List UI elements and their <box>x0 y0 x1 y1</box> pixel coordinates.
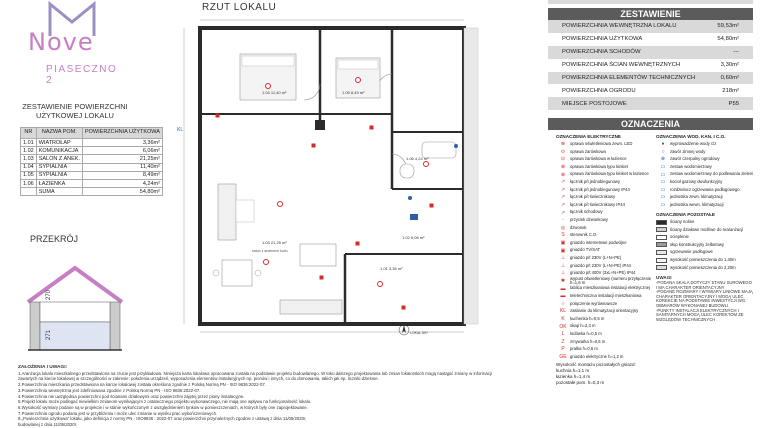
summary-row: POWIERZCHNIA SCHODÓW --- <box>548 46 753 59</box>
legend-text: zmywarka h=0,5 m <box>570 338 606 344</box>
legend-text: oprawa żarówkowa w łazience <box>570 156 627 162</box>
legend-item <box>656 163 754 171</box>
row-nr: 1.05 <box>21 171 37 179</box>
note-line: 8.„Powierzchnia użytkowa” lokalu, jako definicja z normy PN - ISO9836 : 2022-07 oraz powierzchni przynależnych zgodnie z ustawą z dnia 11/05/2020r. <box>18 416 307 422</box>
legend-other-list <box>656 218 754 271</box>
legend-text: ogrzewanie podłogowe <box>670 249 713 255</box>
legend-item <box>556 201 654 209</box>
note-line: 7.Powierzchnia ogrodu podana jest w przybliżeniu i może ulec zmianie w wyniku prac wykończeniowych. <box>18 410 218 416</box>
row-area: 6,06m² <box>82 147 162 155</box>
table-sum-row <box>21 188 163 196</box>
table-row <box>21 163 163 171</box>
legend-text: łącznik p/t świecznikowy IP44 <box>570 201 625 207</box>
table-row <box>21 139 163 147</box>
legend-symbol-icon: ⊙ <box>560 148 566 155</box>
row-nr: 1.01 <box>21 139 37 147</box>
legend-symbol-icon: ▬ <box>560 285 566 292</box>
legend-symbol-icon: Z <box>561 338 565 345</box>
summary-row: POWIERZCHNIA OGRODU 218m² <box>562 87 739 94</box>
legend-symbol-icon: ▭ <box>660 202 666 209</box>
summary-title: ZESTAWIENIE <box>548 8 753 20</box>
legend-item <box>556 338 654 346</box>
legend-item <box>556 353 654 361</box>
legend-title: OZNACZENIA <box>548 118 753 130</box>
legend-symbol-icon: ▭ <box>660 179 666 186</box>
legend-text: ocieplenie <box>670 234 689 240</box>
legend-symbol-icon: ↗ <box>560 194 566 201</box>
summary-row: POWIERZCHNIA ŚCIAN WEWNĘTRZNYCH 3,30m² <box>562 62 739 69</box>
legend-symbol-icon: KL <box>559 308 567 315</box>
summary-row: POWIERZCHNIA WEWNĘTRZNA LOKALU 59,53m² <box>548 20 753 33</box>
legend-symbol-icon: ⊗ <box>560 141 566 148</box>
table-row <box>21 155 163 163</box>
legend-item <box>556 209 654 217</box>
legend-symbol-icon: ⊥ <box>560 270 566 277</box>
legend-item <box>556 171 654 179</box>
legend-item <box>656 249 754 257</box>
legend-text: zawór zimnej wody <box>670 148 706 154</box>
notes-block <box>18 365 550 428</box>
row-area: 8,49m² <box>82 171 162 179</box>
legend-text: oprawa oświetleniowa zewn. LED <box>570 141 633 147</box>
legend-electrical <box>556 134 654 386</box>
area-table <box>20 127 163 196</box>
legend-text: łącznik schodowy <box>570 209 603 215</box>
row-name: KOMUNIKACJA <box>36 147 82 155</box>
room-label-104: 1.04 11,40 m² <box>262 90 287 95</box>
legend-item <box>556 308 654 316</box>
summary-row: MIEJSCE POSTOJOWE P55 <box>548 97 753 110</box>
legend-item <box>656 241 754 249</box>
legend-other-title: OZNACZENIA POZOSTAŁE <box>656 211 715 217</box>
room-label-101: 1.01 3,36 m² <box>380 266 403 271</box>
legend-text: ściany nośne <box>670 218 695 224</box>
legend-item <box>556 262 654 270</box>
cross-section-drawing <box>20 250 130 356</box>
legend-text: gniazdo elektryczne h=1,2 m <box>570 353 624 359</box>
north-label: LOKAL 50+ <box>410 331 429 335</box>
remarks-title: UWAGI <box>656 274 672 280</box>
row-nr: 1.02 <box>21 147 37 155</box>
room-label-103: 1.03 21,25 m² <box>262 240 287 245</box>
legend-symbol-icon: ⊗ <box>560 171 566 178</box>
legend-symbol-icon: ⊗ <box>660 156 666 163</box>
legend-item <box>556 163 654 171</box>
legend-elec-list <box>556 141 654 361</box>
legend-swatch <box>656 265 667 270</box>
note-line: 2.Powierzchnia mieszkania przedstawiona na karcie lokalowej została określona zgodnie z Polską Normą PN - ISO 9836:2022-07. <box>18 382 266 388</box>
legend-item <box>656 264 754 272</box>
row-name: SYPIALNIA <box>36 163 82 171</box>
header-name: NAZWA POM. <box>36 128 82 139</box>
remarks-block <box>656 276 754 323</box>
legend-text: tablica mieszkaniowa instalacji elektrycznej <box>570 285 651 291</box>
legend-swatch <box>656 220 667 225</box>
legend-elec-footer: Wysokość montażu pozostałych gniazd: kuchnia h=1,1 m łazienka h=1,4 m pozostałe pom. h=0,3 m <box>556 361 636 385</box>
cross-h1: 270 <box>46 289 52 300</box>
legend-symbol-icon: ○ <box>661 148 665 155</box>
legend-text: zawór czerpalny ogrodowy <box>670 156 720 162</box>
header-area: POWIERZCHNIA UŻYTKOWA <box>82 128 162 139</box>
legend-swatch <box>656 242 667 247</box>
legend-text: zestaw wodomierzowy do podlewania zieleni <box>670 171 754 177</box>
note-line: 3.Powierzchnia wewnętrzna jest zdefiniowana zgodnie z Polską Normą PN - ISO 9836:2022-07. <box>18 387 201 393</box>
legend-item <box>656 256 754 264</box>
legend-item <box>656 186 754 194</box>
legend-symbol-icon: P <box>561 346 565 353</box>
legend-item <box>556 277 654 285</box>
legend-water-list <box>656 141 754 209</box>
legend-text: gniazdo p/t 230V (L+N+PE) IP44 <box>570 262 631 268</box>
legend-item <box>556 323 654 331</box>
row-area: 4,24m² <box>82 179 162 187</box>
legend-symbol-icon: ✱ <box>560 277 566 284</box>
room-desc-103: salon z aneksem kuch. <box>252 249 289 253</box>
legend-text: zasilanie do klimatyzacji orientacyjny <box>570 308 639 314</box>
cross-section-title: PRZEKRÓJ <box>30 234 79 244</box>
header-nr: NR <box>21 128 37 139</box>
note-line: 6.Wysokość wymiary podane są w projekcie i w stanie wykończonym z uwzględnieniem tynków w pomieszczeniach, w których były one zaprojektowane. <box>18 404 308 410</box>
legend-symbol-icon: L <box>561 331 565 338</box>
kl-marker: KL <box>177 127 184 133</box>
room-label-102: 1.02 6,06 m² <box>402 235 425 240</box>
legend-text: wypust oświetleniowy (numeru przyłączenie h=1,6 m <box>570 275 652 285</box>
row-name: WIATROŁAP <box>36 139 82 147</box>
legend-symbol-icon: ▭ <box>660 164 666 171</box>
legend-item <box>556 292 654 300</box>
legend-text: wyprowadzenie wody c/z <box>670 141 717 147</box>
legend-text: ściany działowe możliwe do rearanżacji <box>670 226 744 232</box>
legend-text: jednostka zewn. klimatyzacji <box>670 194 723 200</box>
legend-item <box>556 224 654 232</box>
row-name: SYPIALNIA <box>36 171 82 179</box>
legend-water-title: OZNACZENIA WOD. KAN. I C.O. <box>656 134 726 139</box>
logo-sub: PIASECZNO 2 <box>46 64 118 86</box>
room-label-105: 1.05 8,49 m² <box>342 90 365 95</box>
table-row <box>21 179 163 187</box>
row-area: 11,40m² <box>82 163 162 171</box>
legend-item <box>556 300 654 308</box>
legend-item <box>656 218 754 226</box>
legend-text: gniazdo internetowe podwójne <box>570 239 627 245</box>
row-name: SALON Z ANEK. <box>36 155 82 163</box>
legend-item <box>556 285 654 293</box>
legend-text: dzwonek <box>570 224 587 230</box>
room-label-106: 1.06 4,24 m² <box>406 156 429 161</box>
legend-item <box>656 201 754 209</box>
legend-text: połączenie wyrównawcze <box>570 300 618 306</box>
brand-logo <box>20 2 120 86</box>
legend-symbol-icon: ▣ <box>560 240 566 247</box>
legend-item <box>656 148 754 156</box>
legend-text: słup konstrukcyjny żelbetowy <box>670 241 724 247</box>
sum-value: 54,80m² <box>82 188 162 196</box>
legend-text: kocioł gazowy dwufunkcyjny <box>670 179 723 185</box>
legend-text: gniazdo p/t 230V (L+N+PE) <box>570 255 622 260</box>
row-name: ŁAZIENKA <box>36 179 82 187</box>
legend-text: kuchenka h=0,5 m <box>570 315 605 321</box>
logo-word: Nove <box>28 28 94 56</box>
note-line: budowlanej z dnia 11/05/2020r. <box>18 422 78 428</box>
legend-symbol-icon: ▭ <box>660 186 666 193</box>
legend-text: pralka h=0,6 m <box>570 346 598 352</box>
legend-text: łącznik p/t jednobiegunowy IP44 <box>570 186 630 192</box>
legend-symbol-icon: ⊥ <box>560 262 566 269</box>
legend-symbol-icon: ▬ <box>560 293 566 300</box>
plan-title: RZUT LOKALU <box>202 2 277 13</box>
legend-elec-title: OZNACZENIA ELEKTRYCZNE <box>556 134 621 139</box>
legend-item <box>556 186 654 194</box>
legend-symbol-icon: ▭ <box>660 194 666 201</box>
area-table-title: ZESTAWIENIE POWIERZCHNI UŻYTKOWEJ LOKALU <box>22 102 128 120</box>
legend-symbol-icon: K <box>561 315 565 322</box>
legend-text: jednostka wewn. klimatyzacji <box>670 201 724 207</box>
legend-text: wysokość pomieszczenia do 2,20m <box>670 264 736 270</box>
legend-text: lodówka h=0,5 m <box>570 330 602 336</box>
legend-item <box>556 330 654 338</box>
legend-item <box>656 226 754 234</box>
legend-item <box>656 141 754 149</box>
legend-text: przycisk dzwonkowy <box>570 217 608 223</box>
remark-line: -PODANA SKALA DOTYCZY STANU SUROWEGO I MA CHARAKTER ORIENTACYJNY <box>656 280 752 290</box>
legend-item <box>556 232 654 240</box>
legend-symbol-icon: GE <box>559 353 567 360</box>
legend-swatch <box>656 227 667 232</box>
legend-other <box>656 134 754 322</box>
row-nr: 1.06 <box>21 179 37 187</box>
legend-text: łącznik p/t świecznikowy <box>570 194 616 200</box>
legend-item <box>556 315 654 323</box>
area-table-header <box>21 128 163 139</box>
legend-item <box>556 346 654 354</box>
legend-text: gniazdo p/t 400V (3xL+N+PE) IP44 <box>570 270 636 276</box>
legend-text: zestaw wodomierzowy <box>670 163 712 169</box>
legend-swatch <box>656 235 667 240</box>
legend-item <box>556 254 654 262</box>
legend-symbol-icon: ○ <box>561 300 565 307</box>
north-arrow-icon <box>399 325 409 335</box>
table-row <box>21 171 163 179</box>
row-area: 21,25m² <box>82 155 162 163</box>
legend-item <box>656 234 754 242</box>
legend-symbol-icon: ◎ <box>560 224 566 231</box>
note-line: 5.Projekt lokalu może podlegać niewielkim zmianom wynikającym z ostatecznego projektu wykonawczego, nie mają one wpływu na funkcjonalność lokalu. <box>18 399 312 405</box>
legend-symbol-icon: ↗ <box>560 202 566 209</box>
legend-symbol-icon: ◦ <box>562 217 564 224</box>
legend-swatch <box>656 250 667 255</box>
legend-symbol-icon: ⊙ <box>560 156 566 163</box>
notes-title: ZAŁOŻENIA I UWAGI: <box>18 365 68 370</box>
legend-text: sterownik C.O. <box>570 232 598 238</box>
legend-item <box>656 194 754 202</box>
legend-text: oprawa żarówkowa <box>570 148 606 154</box>
legend-item <box>556 178 654 186</box>
row-nr: 1.04 <box>21 163 37 171</box>
legend-text: teletechniczna instalacji mieszkaniowa <box>570 292 642 298</box>
legend-symbol-icon: ↗ <box>560 179 566 186</box>
note-line: 4.Powierzchnia nie uwzględnia powierzchni pod ścianami działowymi oraz powierzchni zajętej przez piony instalacyjne. <box>18 393 245 399</box>
table-row <box>21 147 163 155</box>
legend-item <box>556 148 654 156</box>
legend-text: wysokość pomieszczenia do 1,40m <box>670 256 736 262</box>
legend-text: gniazdo TV/SAT <box>570 247 601 253</box>
legend-text: okap h=2,3 m <box>570 323 596 329</box>
summary-row: POWIERZCHNIA UŻYTKOWA 54,80m² <box>562 36 739 43</box>
legend-symbol-icon: ↗ <box>560 209 566 216</box>
legend-symbol-icon: ⊥ <box>560 255 566 262</box>
legend-text: rozdzielacz ogrzewania podłogowego <box>670 186 740 192</box>
note-line: 1.Aranżacja lokalu mieszkalnego przedstawiona na rzucie jest przykładowa. Niniejsza karta lokalowa opracowana została na podstawie projektu budowlanego. W toku dalszego projektowania lub zmian lokatorskich mogą nastąpić zmiany w informacji <box>18 370 492 376</box>
legend-item <box>556 239 654 247</box>
legend-symbol-icon: ● <box>661 141 665 148</box>
remark-line: -PUNKTY INSTALACJI ELEKTRYCZNYCH I SANITARNYCH MOGĄ ULEC KOREKTOM ZE WZGLĘDÓW TECHNICZNYCH <box>656 307 744 322</box>
legend-symbol-icon: OK <box>559 323 567 330</box>
legend-item <box>556 247 654 255</box>
legend-symbol-icon: ⊗ <box>560 164 566 171</box>
remark-line: -PODANE ROZMIARY I WYMIARY LINIOWE MAJĄ CHARAKTER ORIENTACYJNY I MOGĄ ULEC KOREKCIE NA PODSTAWIE INWESTYCJI WG. OBMIARÓW WYKONANEJ BUDOWLI <box>656 289 753 309</box>
legend-symbol-icon: S <box>561 232 565 239</box>
legend-item <box>656 156 754 164</box>
top-strip <box>548 0 753 4</box>
row-nr: 1.03 <box>21 155 37 163</box>
floor-plan <box>170 14 490 344</box>
legend-symbol-icon: ↗ <box>560 186 566 193</box>
summary-table <box>548 20 753 110</box>
legend-text: łącznik p/t jednobiegunowy <box>570 179 621 185</box>
legend-item <box>556 194 654 202</box>
legend-item <box>556 141 654 149</box>
legend-item <box>556 216 654 224</box>
legend-symbol-icon: ▭ <box>660 171 666 178</box>
note-line: zawartych na karcie lokalowej w szczególności w zakresie: położenia urządzeń, wyposażenia elementów instalacyjnych np. pionów i innych, co do domowania, takich jak np. liczniki dzielone. <box>18 376 379 382</box>
legend-item <box>656 171 754 179</box>
sum-label: SUMA <box>36 188 82 196</box>
row-area: 3,36m² <box>82 139 162 147</box>
legend-text: oprawa żarówkowa typu kinkiet <box>570 163 628 169</box>
legend-swatch <box>656 258 667 263</box>
cross-h2: 271 <box>46 329 52 340</box>
legend-symbol-icon: ▣ <box>560 247 566 254</box>
legend-item <box>656 178 754 186</box>
summary-row: POWIERZCHNIA ELEMENTÓW TECHNICZNYCH 0,60m² <box>548 72 753 85</box>
legend-text: oprawa żarówkowa typu kinkiet w łazience <box>570 171 649 177</box>
legend-item <box>556 156 654 164</box>
